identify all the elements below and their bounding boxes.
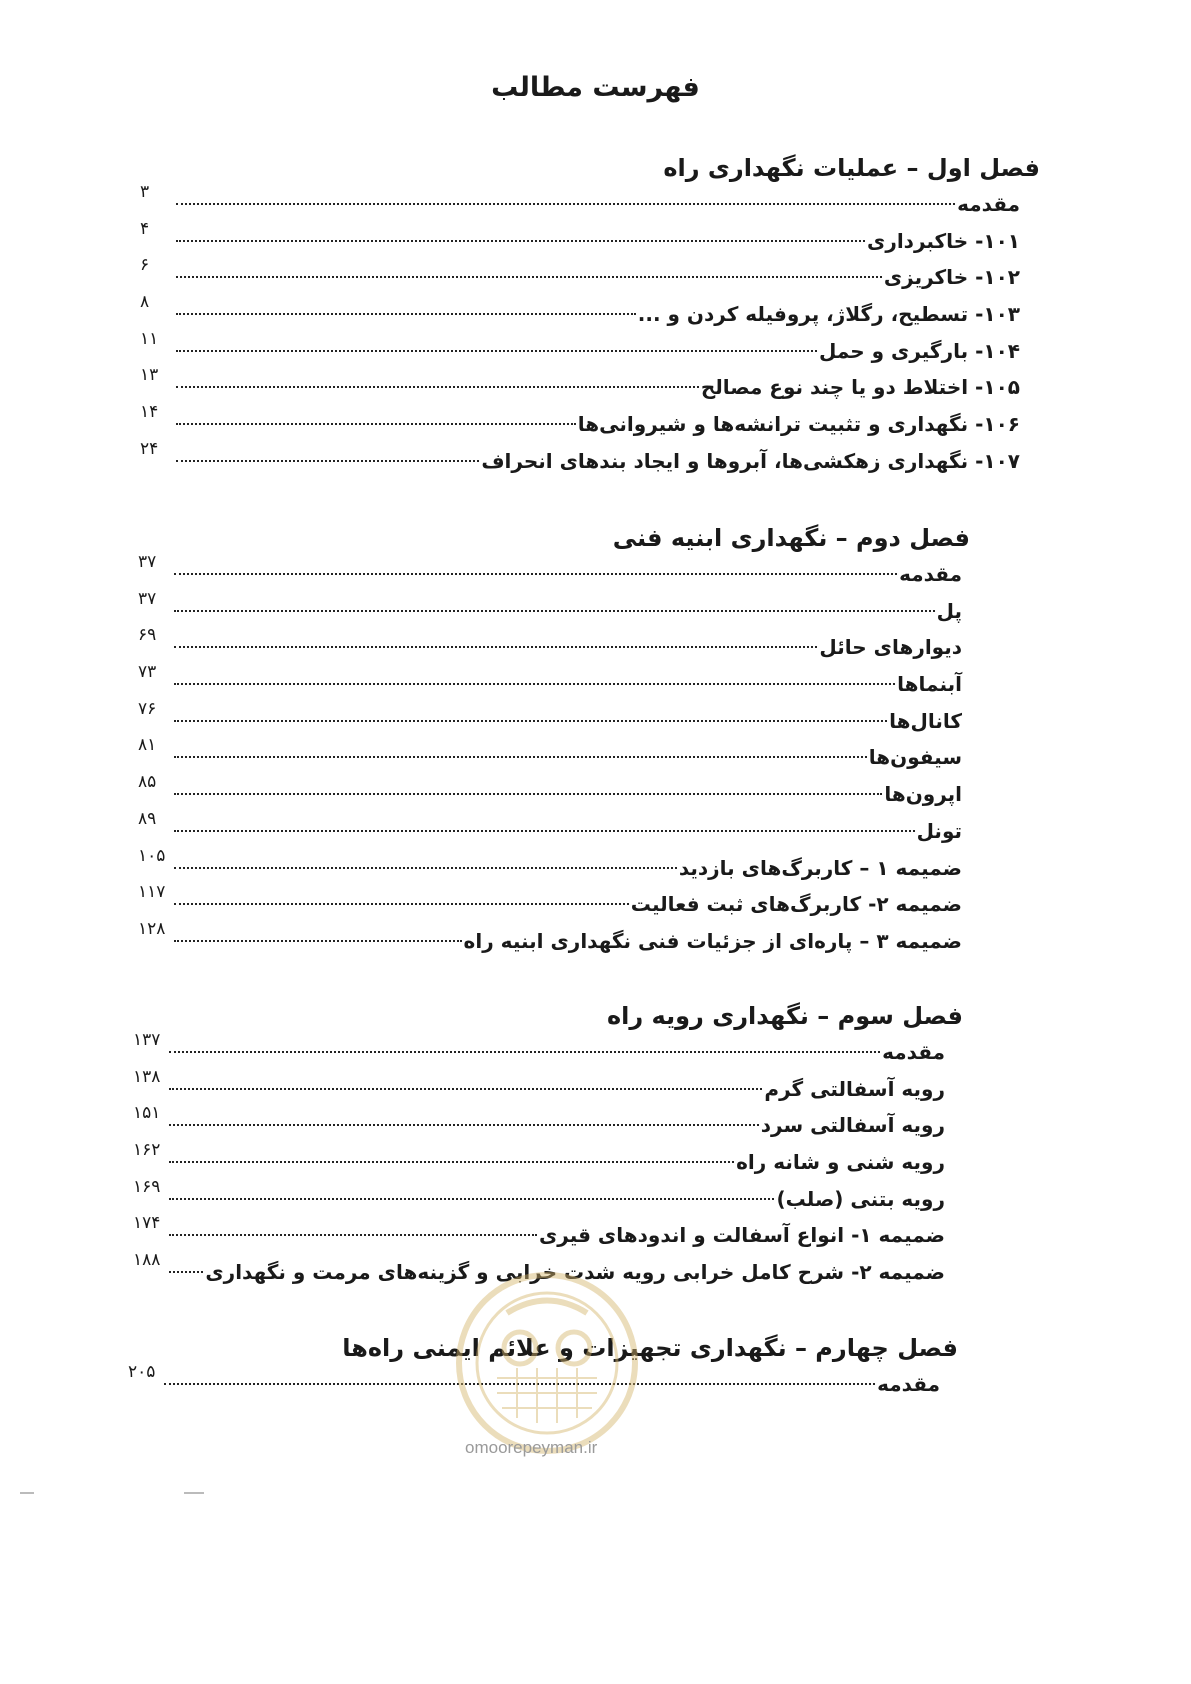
toc-entry[interactable] <box>140 402 1020 443</box>
chapter-heading: فصل سوم – نگهداری رویه راه <box>606 1002 963 1030</box>
toc-entry[interactable] <box>138 698 962 740</box>
toc-entry-label: مقدمه <box>957 192 1020 216</box>
toc-entry[interactable] <box>138 845 962 887</box>
toc-entry-label: مقدمه <box>899 562 962 586</box>
toc-entry-page-number: ۲۰۵ <box>128 1362 156 1382</box>
toc-entry-page-number: ۱۷۴ <box>133 1213 161 1234</box>
toc-entry-label: رویه آسفالتی گرم <box>764 1076 945 1101</box>
toc-entry-page-number: ۴ <box>140 218 150 239</box>
toc-entry-label: پل <box>936 598 962 623</box>
toc-entry[interactable] <box>133 1030 945 1071</box>
toc-entry-label: ۱۰۶- نگهداری و تثبیت ترانشه‌ها و شیروانی‌ها <box>577 412 1020 437</box>
toc-entry-label: رویه شنی و شانه راه <box>736 1150 945 1175</box>
dot-leader <box>174 829 915 832</box>
toc-entry-label: ۱۰۵- اختلاط دو یا چند نوع مصالح <box>700 375 1020 400</box>
toc-entry-page-number: ۶۹ <box>138 625 157 646</box>
dot-leader <box>169 1270 203 1273</box>
dot-leader <box>176 459 479 462</box>
toc-entry-page-number: ۳۷ <box>138 588 157 609</box>
chapter-heading: فصل دوم – نگهداری ابنیه فنی <box>612 524 970 552</box>
chapter-entries <box>133 1030 945 1291</box>
toc-entry[interactable] <box>133 1213 945 1254</box>
toc-entry-label: ضمیمه ۱- انواع آسفالت و اندودهای قیری <box>538 1223 945 1248</box>
toc-entry-page-number: ۲۴ <box>140 438 159 459</box>
toc-entry-page-number: ۱۳۸ <box>133 1066 161 1087</box>
chapter-heading: فصل اول – عملیات نگهداری راه <box>663 154 1040 182</box>
chapter-heading: فصل چهارم – نگهداری تجهیزات و علائم ایمنی راه‌ها <box>342 1334 958 1362</box>
toc-entry-label: ۱۰۴- بارگیری و حمل <box>818 338 1020 363</box>
toc-entry-label: تونل <box>916 818 962 843</box>
toc-entry[interactable] <box>138 918 962 960</box>
toc-entry[interactable] <box>140 328 1020 370</box>
dot-leader <box>169 1050 880 1053</box>
watermark-text: omoorepeyman.ir <box>465 1438 598 1457</box>
toc-entry-label: ۱۰۲- خاکریزی <box>883 265 1020 290</box>
toc-entry-page-number: ۱۶۲ <box>133 1140 161 1161</box>
dot-leader <box>174 572 897 575</box>
toc-entry-page-number: ۷۶ <box>138 698 157 719</box>
toc-entry-label: رویه بتنی (صلب) <box>776 1186 945 1211</box>
toc-entry[interactable] <box>138 552 962 593</box>
footer-mark-right <box>184 1492 204 1494</box>
dot-leader <box>169 1197 774 1200</box>
dot-leader <box>174 939 462 942</box>
toc-entry[interactable] <box>140 365 1020 406</box>
toc-entry-label: اپرون‌ها <box>884 782 962 807</box>
toc-entry-label: دیوارهای حائل <box>819 635 962 660</box>
toc-entry[interactable] <box>133 1066 945 1108</box>
dot-leader <box>176 312 636 315</box>
chapter-entries <box>140 182 1020 480</box>
toc-entry[interactable] <box>140 218 1020 260</box>
toc-entry-page-number: ۸۹ <box>138 808 157 829</box>
toc-entry-label: ضمیمه ۲- شرح کامل خرابی رویه شدت خرابی و گزینه‌های مرمت و نگهداری <box>205 1260 945 1285</box>
toc-entry[interactable] <box>140 255 1020 296</box>
toc-entry[interactable] <box>133 1176 945 1218</box>
chapter-entries <box>138 552 962 960</box>
dot-leader <box>174 755 867 758</box>
toc-entry-page-number: ۱۸۸ <box>133 1250 161 1271</box>
page-title: فهرست مطالب <box>491 72 700 103</box>
dot-leader <box>169 1160 734 1163</box>
dot-leader <box>174 645 817 648</box>
toc-entry-page-number: ۱۳۷ <box>133 1030 161 1050</box>
toc-entry-page-number: ۱۱ <box>140 328 159 349</box>
dot-leader <box>176 349 817 352</box>
toc-entry[interactable] <box>140 438 1020 480</box>
toc-entry-page-number: ۱۶۹ <box>133 1176 161 1197</box>
toc-entry-page-number: ۱۵۱ <box>133 1103 161 1124</box>
toc-entry-label: ۱۰۷- نگهداری زهکشی‌ها، آبروها و ایجاد بندهای انحراف <box>481 448 1020 473</box>
dot-leader <box>176 385 699 388</box>
dot-leader <box>174 609 935 612</box>
toc-entry[interactable] <box>133 1140 945 1181</box>
toc-entry-page-number: ۱۴ <box>140 402 159 423</box>
dot-leader <box>176 239 865 242</box>
dot-leader <box>174 866 677 869</box>
toc-entry[interactable] <box>138 772 962 813</box>
toc-entry-label: مقدمه <box>882 1040 945 1064</box>
toc-entry[interactable] <box>138 588 962 630</box>
dot-leader <box>174 719 887 722</box>
toc-entry-page-number: ۱۳ <box>140 365 159 386</box>
toc-entry-page-number: ۸۱ <box>138 735 157 756</box>
dot-leader <box>176 275 882 278</box>
dot-leader <box>176 202 955 205</box>
footer-mark-left <box>20 1492 34 1494</box>
toc-entry-label: ضمیمه ۲- کاربرگ‌های ثبت فعالیت <box>630 892 962 917</box>
toc-entry-page-number: ۳۷ <box>138 552 157 572</box>
toc-entry[interactable] <box>138 662 962 703</box>
toc-entry-label: آبنماها <box>897 672 962 697</box>
toc-entry[interactable] <box>140 182 1020 223</box>
watermark-logo-icon <box>452 1268 642 1458</box>
chapter-2 <box>138 520 970 960</box>
toc-entry[interactable] <box>138 735 962 776</box>
chapter-1 <box>140 150 1040 480</box>
toc-entry-label: ضمیمه ۳ – پاره‌ای از جزئیات فنی نگهداری ابنیه راه <box>463 928 962 953</box>
toc-entry[interactable] <box>133 1103 945 1144</box>
dot-leader <box>174 682 895 685</box>
toc-entry-page-number: ۱۲۸ <box>138 918 166 939</box>
dot-leader <box>169 1123 759 1126</box>
toc-entry-label: ضمیمه ۱ – کاربرگ‌های بازدید <box>678 855 962 880</box>
toc-entry-page-number: ۳ <box>140 182 150 202</box>
dot-leader <box>174 902 629 905</box>
toc-entry-page-number: ۸ <box>140 292 150 313</box>
toc-entry-label: ۱۰۱- خاکبرداری <box>866 228 1020 253</box>
toc-entry-label: سیفون‌ها <box>868 745 962 770</box>
toc-entry[interactable] <box>138 882 962 923</box>
toc-entry-page-number: ۷۳ <box>138 662 157 683</box>
toc-entry[interactable] <box>138 625 962 666</box>
toc-entry-label: رویه آسفالتی سرد <box>760 1113 945 1138</box>
toc-entry-page-number: ۶ <box>140 255 150 276</box>
toc-entry-label: ۱۰۳- تسطیح، رگلاژ، پروفیله کردن و ... <box>637 302 1020 327</box>
dot-leader <box>169 1087 762 1090</box>
toc-entry-label: کانال‌ها <box>889 708 962 733</box>
toc-entry-page-number: ۸۵ <box>138 772 157 793</box>
toc-entry-page-number: ۱۰۵ <box>138 845 166 866</box>
dot-leader <box>174 792 882 795</box>
chapter-3 <box>133 998 963 1291</box>
toc-entry-page-number: ۱۱۷ <box>138 882 166 903</box>
dot-leader <box>169 1233 537 1236</box>
toc-entry[interactable] <box>140 292 1020 333</box>
dot-leader <box>176 422 576 425</box>
toc-entry[interactable] <box>138 808 962 850</box>
toc-entry-label: مقدمه <box>877 1372 940 1396</box>
